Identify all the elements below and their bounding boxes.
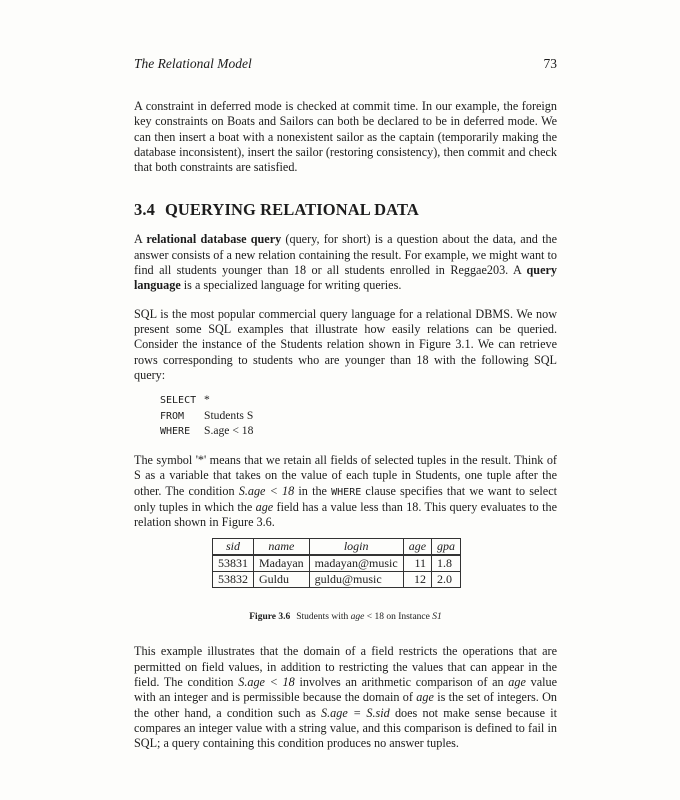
table-cell: Madayan	[254, 555, 310, 572]
running-title: The Relational Model	[134, 56, 252, 71]
table-cell: Guldu	[254, 572, 310, 588]
table-cell: 12	[403, 572, 431, 588]
table-cell: 11	[403, 555, 431, 572]
table-row	[213, 555, 461, 572]
table-header-row	[213, 539, 461, 556]
section-heading	[134, 200, 557, 220]
paragraph-domain-explanation: This example illustrates that the domain of a field restricts the operations that are permitted on field values, in addition to restricting the values that can appear in the field. The condition S.age < 18 involves an arithmetic comparison of an age value with an integer and is permissible because the domain of age is the set of integers. On the other hand, a condition such as S.age = S.sid does not make sense because it compares an integer value with a string value, and this comparison is defined to fail in SQL; a query containing this condition produces no answer tuples.	[134, 644, 558, 751]
column-header: sid	[213, 539, 254, 556]
students-result-table	[212, 538, 461, 588]
table-row	[213, 572, 461, 588]
figure-caption: Figure 3.6 Students with age < 18 on Instance S1	[249, 612, 442, 623]
table-cell: madayan@music	[309, 555, 403, 572]
sql-code-block: SELECT * FROM Students S WHERE S.age < 18	[160, 393, 254, 438]
paragraph-deferred-mode: A constraint in deferred mode is checked at commit time. In our example, the foreign key constraints on Boats and Sailors can both be declared to be in deferred mode. We can then insert a boat with a nonexistent sailor as the captain (temporarily making the database inconsistent), insert the sailor (restoring consistency), then commit and check that both constraints are satisfied.	[134, 99, 557, 175]
column-header: gpa	[432, 539, 461, 556]
book-page	[134, 56, 557, 752]
column-header: age	[403, 539, 431, 556]
table-cell: guldu@music	[309, 572, 403, 588]
table-cell: 1.8	[432, 555, 461, 572]
section-number: 3.4	[134, 200, 155, 220]
page-header	[134, 56, 557, 72]
column-header: name	[254, 539, 310, 556]
table-cell: 53831	[213, 555, 254, 572]
section-title: QUERYING RELATIONAL DATA	[164, 200, 419, 220]
page-number: 73	[543, 56, 557, 71]
paragraph-query-definition: A relational database query (query, for short) is a question about the data, and the answer consists of a new relation containing the result. For example, we might want to find all students younger than 18 or all students enrolled in Reggae203. A query language is a specialized language for writing queries.	[134, 232, 557, 293]
paragraph-sql-intro: SQL is the most popular commercial query language for a relational DBMS. We now present some SQL examples that illustrate how easily relations can be queried. Consider the instance of the Students relation shown in Figure 3.1. We can retrieve rows corresponding to students who are younger than 18 with the following SQL query:	[134, 306, 557, 382]
table-cell: 53832	[213, 572, 254, 588]
table-cell: 2.0	[432, 572, 461, 588]
column-header: login	[309, 539, 403, 556]
paragraph-symbol-explanation: The symbol '*' means that we retain all fields of selected tuples in the result. Think of S as a variable that takes on the value of each tuple in Students, one tuple after the other. The condition S.age < 18 in the WHERE clause specifies that we want to select only tuples in which the age field has a value less than 18. This query evaluates to the relation shown in Figure 3.6.	[134, 452, 557, 530]
